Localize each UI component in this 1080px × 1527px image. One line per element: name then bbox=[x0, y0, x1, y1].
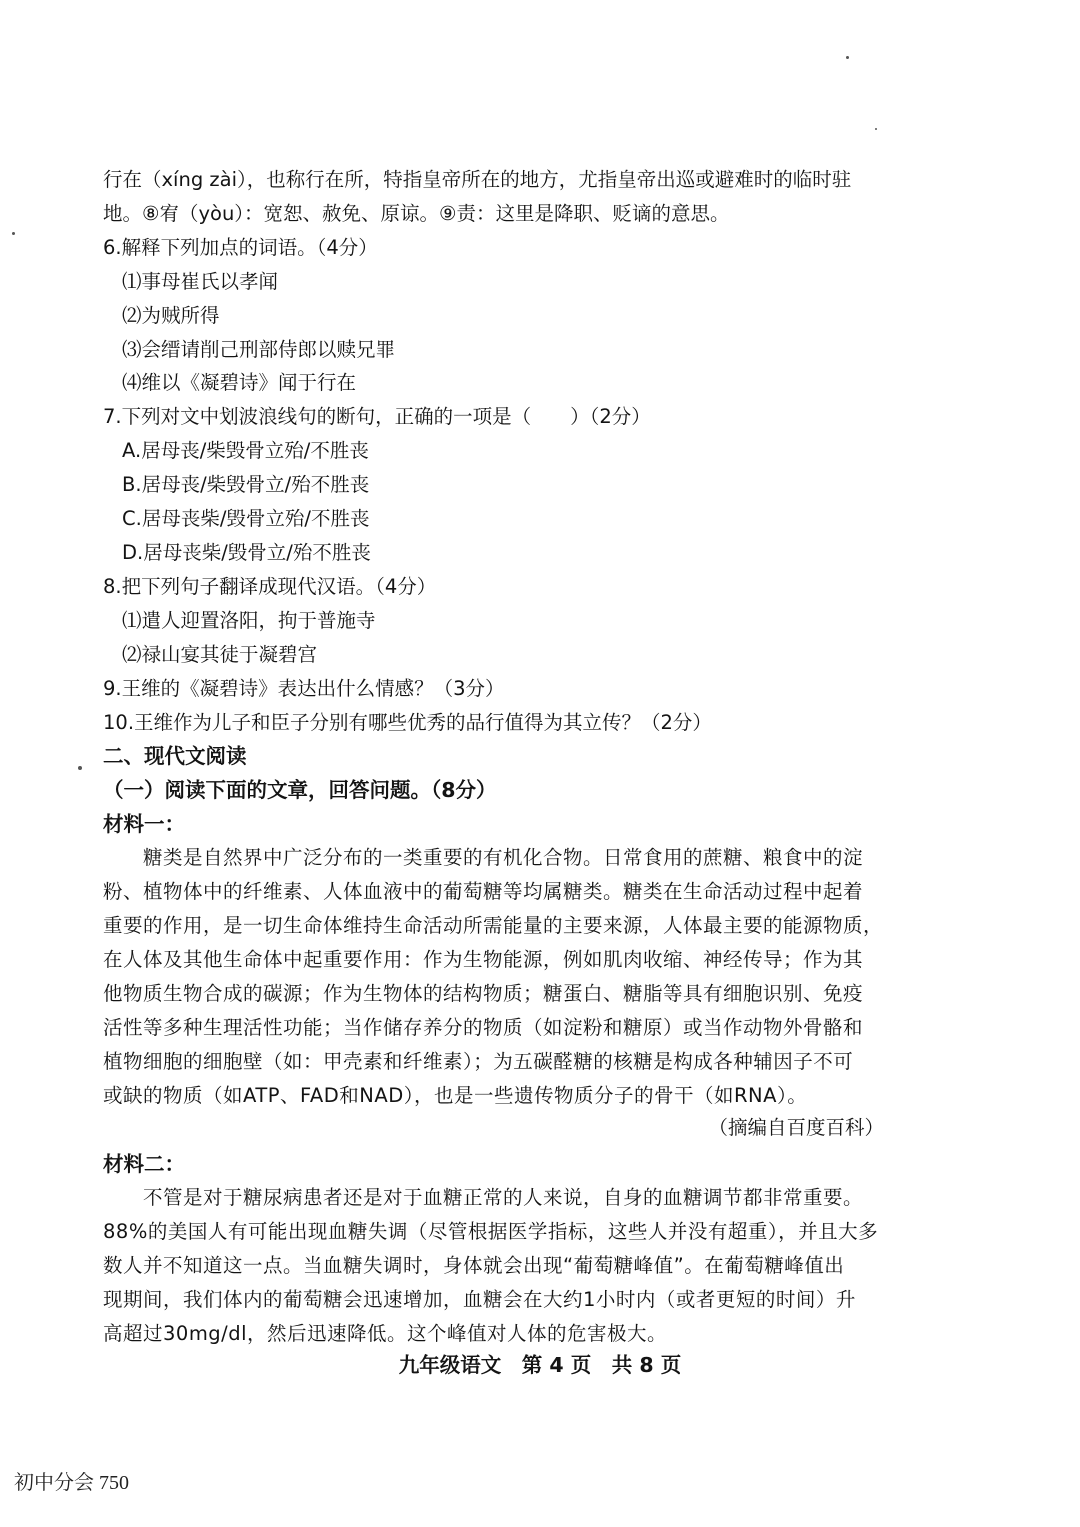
q6-item-3: ⑶会缙请削己刑部侍郎以赎兄罪 bbox=[122, 338, 396, 361]
material-2-line-4: 现期间，我们体内的葡萄糖会迅速增加，血糖会在大约1小时内（或者更短的时间）升 bbox=[103, 1288, 856, 1311]
q7-option-b: B.居母丧/柴毁骨立/殆不胜丧 bbox=[122, 473, 370, 496]
q8-item-2: ⑵禄山宴其徒于凝碧宫 bbox=[122, 643, 318, 666]
scan-speck bbox=[846, 56, 849, 59]
watermark-text: 初中分会 750 bbox=[14, 1472, 129, 1494]
scan-speck bbox=[875, 128, 877, 130]
material-2-line-1: 不管是对于糖尿病患者还是对于血糖正常的人来说，自身的血糖调节都非常重要。 bbox=[143, 1186, 864, 1209]
material-1-line-3: 重要的作用，是一切生命体维持生命活动所需能量的主要来源，人体最主要的能源物质， bbox=[103, 914, 884, 937]
material-1-line-4: 在人体及其他生命体中起重要作用：作为生物能源，例如肌肉收缩、神经传导；作为其 bbox=[103, 948, 864, 971]
q7-option-c: C.居母丧柴/毁骨立殆/不胜丧 bbox=[122, 507, 370, 530]
subsection-heading: （一）阅读下面的文章，回答问题。（8分） bbox=[103, 778, 497, 802]
question-7: 7.下列对文中划波浪线句的断句，正确的一项是（ ）（2分） bbox=[103, 405, 651, 428]
q6-item-2: ⑵为贼所得 bbox=[122, 304, 220, 327]
question-9: 9.王维的《凝碧诗》表达出什么情感？（3分） bbox=[103, 677, 505, 700]
section-heading: 二、现代文阅读 bbox=[103, 744, 247, 768]
scan-speck bbox=[12, 232, 15, 235]
note-line-1: 行在（xíng zài），也称行在所，特指皇帝所在的地方，尤指皇帝出巡或避难时的临时驻 bbox=[103, 168, 852, 191]
material-1-line-2: 粉、植物体中的纤维素、人体血液中的葡萄糖等均属糖类。糖类在生命活动过程中起着 bbox=[103, 880, 864, 903]
q7-option-a: A.居母丧/柴毁骨立殆/不胜丧 bbox=[122, 439, 369, 462]
scan-speck bbox=[78, 766, 82, 770]
q6-item-4: ⑷维以《凝碧诗》闻于行在 bbox=[122, 371, 357, 394]
material-1-line-6: 活性等多种生理活性功能；当作储存养分的物质（如淀粉和糖原）或当作动物外骨骼和 bbox=[103, 1016, 864, 1039]
material-1-label: 材料一： bbox=[103, 812, 185, 836]
material-1-source: （摘编自百度百科） bbox=[708, 1116, 884, 1139]
question-8: 8.把下列句子翻译成现代汉语。（4分） bbox=[103, 575, 437, 598]
material-2-line-3: 数人并不知道这一点。当血糖失调时，身体就会出现“葡萄糖峰值”。在葡萄糖峰值出 bbox=[103, 1254, 845, 1277]
note-line-2: 地。⑧宥（yòu）：宽恕、赦免、原谅。⑨责：这里是降职、贬谪的意思。 bbox=[103, 202, 730, 225]
question-6: 6.解释下列加点的词语。（4分） bbox=[103, 236, 378, 259]
q7-option-d: D.居母丧柴/毁骨立/殆不胜丧 bbox=[122, 541, 371, 564]
question-10: 10.王维作为儿子和臣子分别有哪些优秀的品行值得为其立传？（2分） bbox=[103, 711, 712, 734]
material-2-line-2: 88%的美国人有可能出现血糖失调（尽管根据医学指标，这些人并没有超重），并且大多 bbox=[103, 1220, 879, 1243]
material-2-label: 材料二： bbox=[103, 1152, 185, 1176]
material-2-line-5: 高超过30mg/dl，然后迅速降低。这个峰值对人体的危害极大。 bbox=[103, 1322, 668, 1345]
q6-item-1: ⑴事母崔氏以孝闻 bbox=[122, 270, 279, 293]
material-1-line-8: 或缺的物质（如ATP、FAD和NAD），也是一些遗传物质分子的骨干（如RNA）。 bbox=[103, 1084, 808, 1107]
material-1-line-5: 他物质生物合成的碳源；作为生物体的结构物质；糖蛋白、糖脂等具有细胞识别、免疫 bbox=[103, 982, 864, 1005]
page-footer: 九年级语文 第 4 页 共 8 页 bbox=[398, 1353, 682, 1377]
q8-item-1: ⑴遣人迎置洛阳，拘于普施寺 bbox=[122, 609, 376, 632]
material-1-line-1: 糖类是自然界中广泛分布的一类重要的有机化合物。日常食用的蔗糖、粮食中的淀 bbox=[143, 846, 864, 869]
material-1-line-7: 植物细胞的细胞壁（如：甲壳素和纤维素）；为五碳醛糖的核糖是构成各种辅因子不可 bbox=[103, 1050, 854, 1073]
